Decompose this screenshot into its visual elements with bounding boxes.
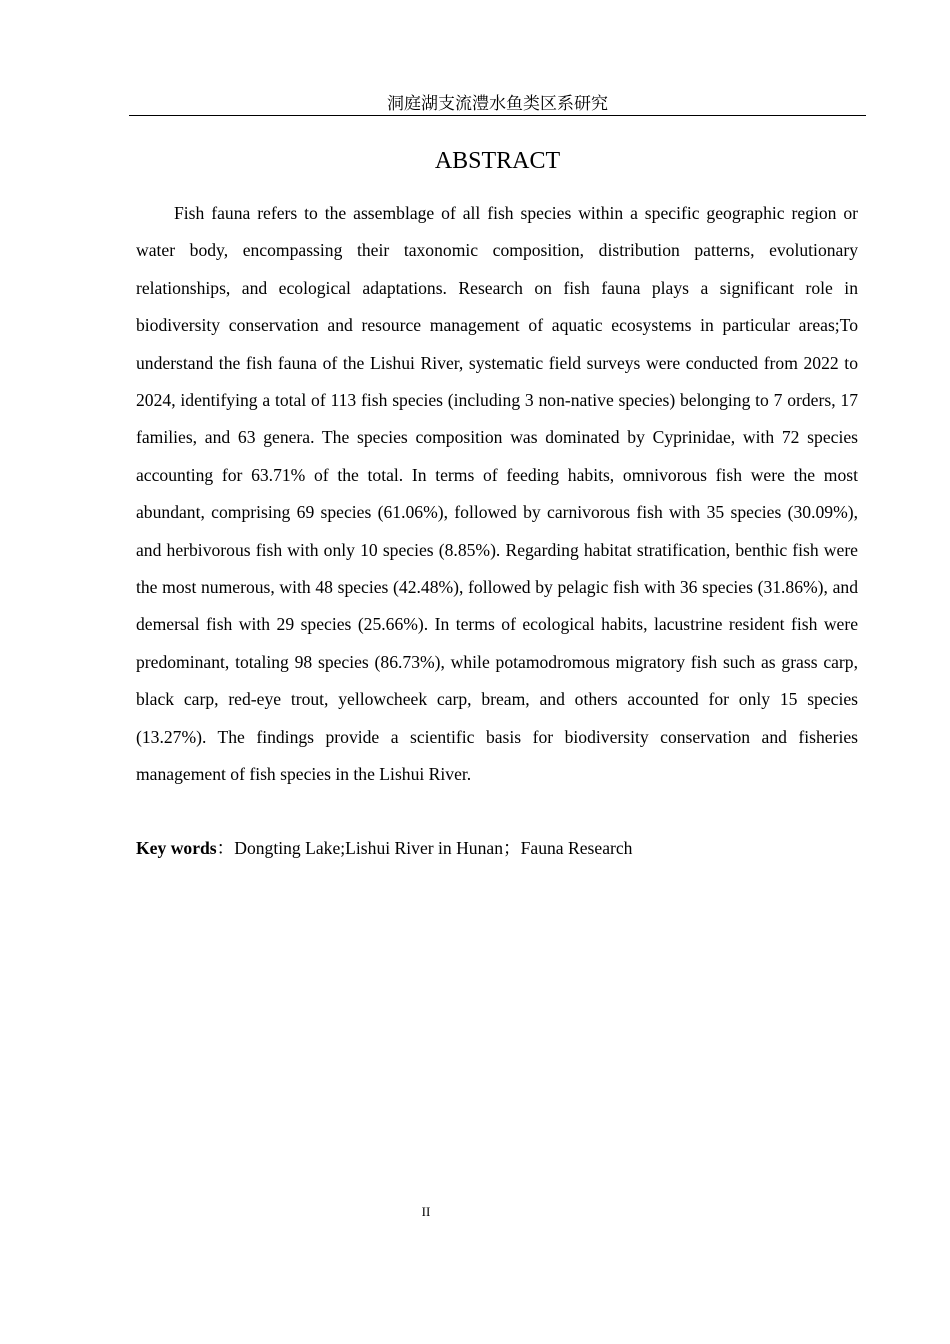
keywords-separator: ： — [216, 838, 235, 858]
keywords-value: Dongting Lake;Lishui River in Hunan；Fauna Research — [234, 838, 633, 858]
running-header: 洞庭湖支流澧水鱼类区系研究 — [387, 94, 608, 114]
keywords-line — [136, 830, 858, 867]
keywords-label: Key words — [136, 838, 217, 858]
abstract-title: ABSTRACT — [434, 148, 561, 174]
page-number: II — [421, 1204, 431, 1219]
header-rule — [129, 115, 866, 116]
abstract-body: Fish fauna refers to the assemblage of all fish species within a specific geographic region or water body, encompassing their taxonomic composition, distribution patterns, evolutionary relationships, and ecological adaptations. Research on fish fauna plays a significant role in biodiversity conservation and resource management of aquatic ecosystems in particular areas;To understand the fish fauna of the Lishui River, systematic field surveys were conducted from 2022 to 2024, identifying a total of 113 fish species (including 3 non-native species) belonging to 7 orders, 17 families, and 63 genera. The species composition was dominated by Cyprinidae, with 72 species accounting for 63.71% of the total. In terms of feeding habits, omnivorous fish were the most abundant, comprising 69 species (61.06%), followed by carnivorous fish with 35 species (30.09%), and herbivorous fish with only 10 species (8.85%). Regarding habitat stratification, benthic fish were the most numerous, with 48 species (42.48%), followed by pelagic fish with 36 species (31.86%), and demersal fish with 29 species (25.66%). In terms of ecological habits, lacustrine resident fish were predominant, totaling 98 species (86.73%), while potamodromous migratory fish such as grass carp, black carp, red-eye trout, yellowcheek carp, bream, and others accounted for only 15 species (13.27%). The findings provide a scientific basis for biodiversity conservation and fisheries management of fish species in the Lishui River. — [136, 203, 858, 785]
